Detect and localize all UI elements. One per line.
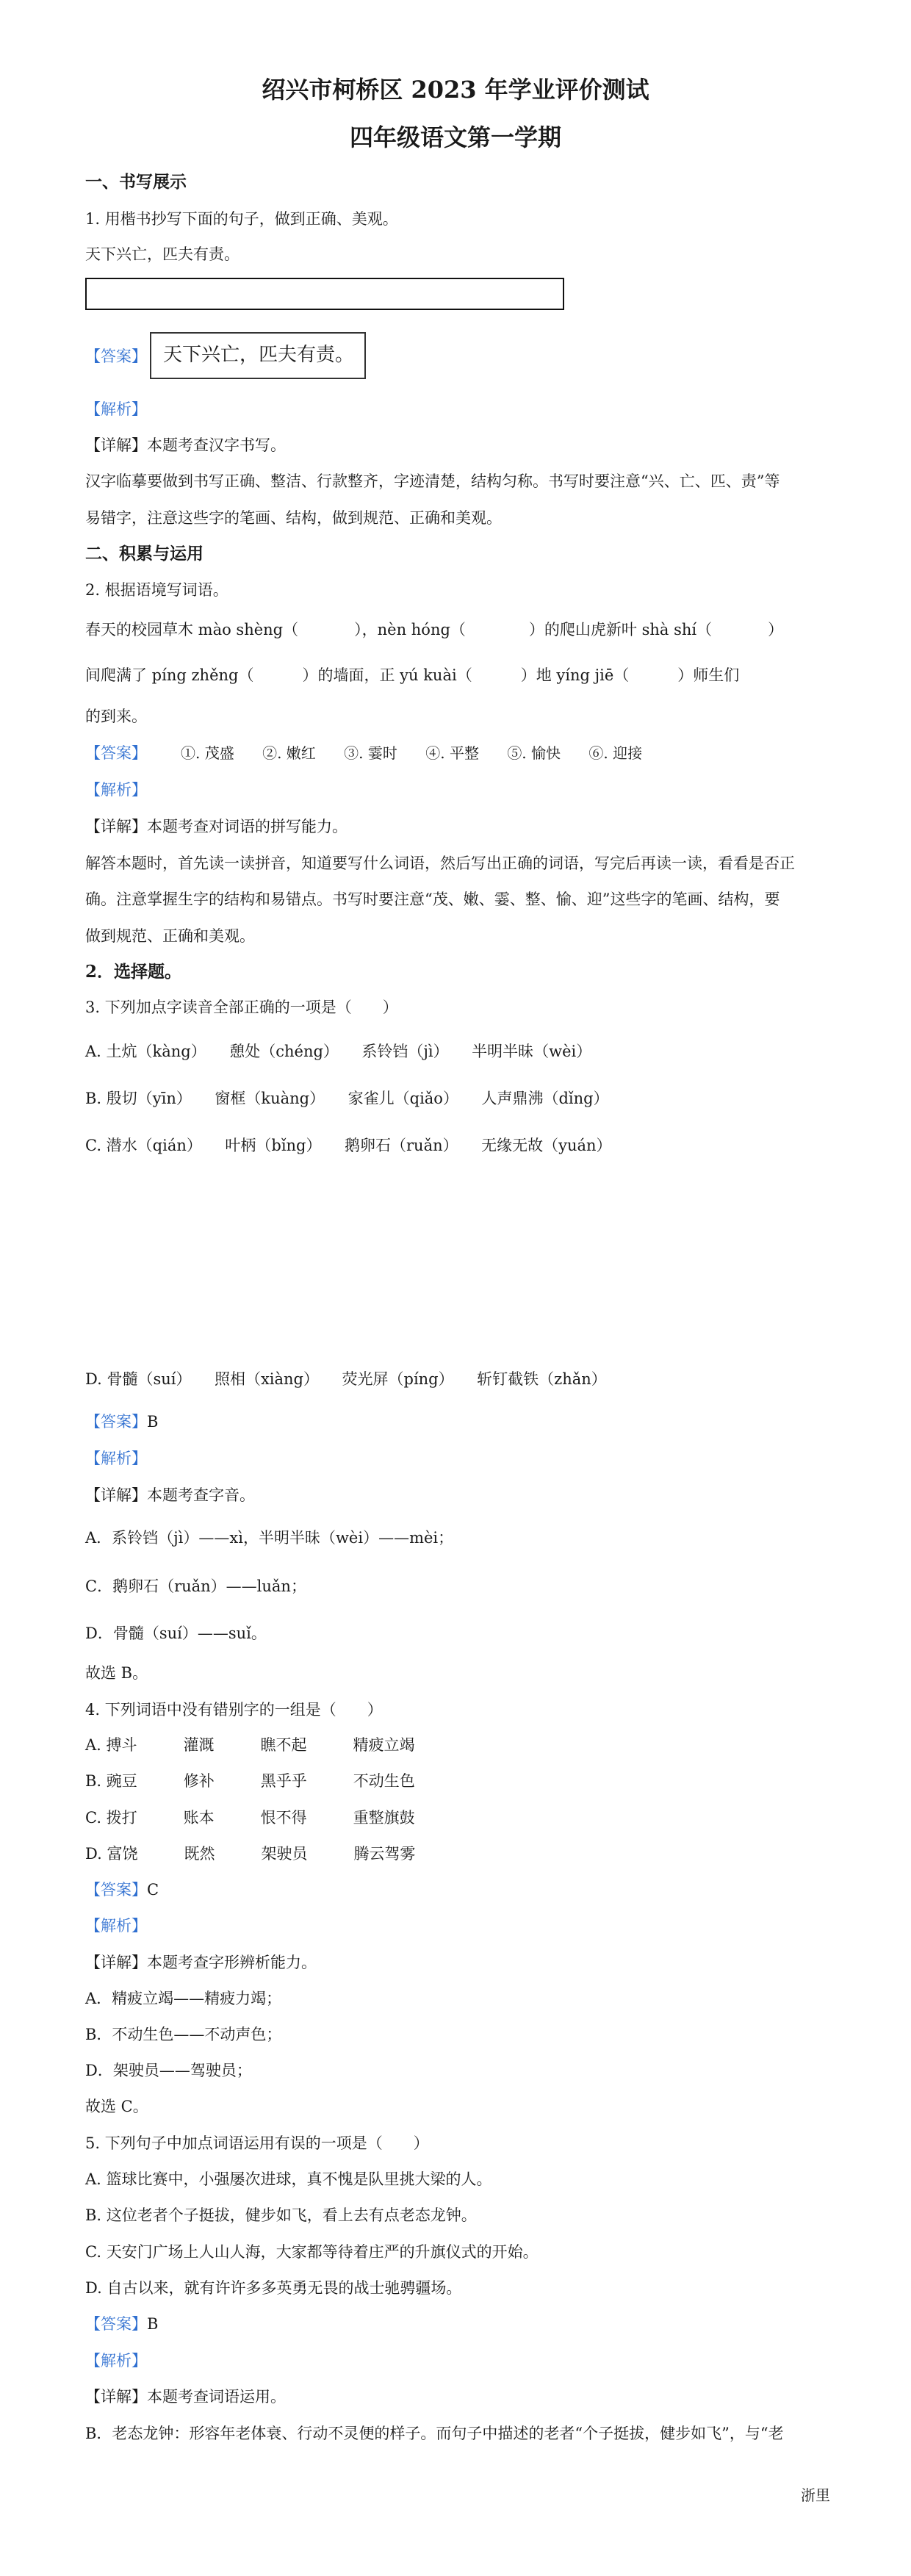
q2-l2-part-d: ）师生们 <box>677 666 740 684</box>
q5-detail-2: B．老态龙钟：形容年老体衰、行动不灵便的样子。而句子中描述的老者“个子挺拔，健步如飞”，与“老 <box>85 2425 784 2442</box>
q5-stem: 5. 下列句子中加点词语运用有误的一项是（ ） <box>85 2134 429 2152</box>
q3-detail-2: A．系铃铛（jì）——xì，半明半昧（wèi）——mèi； <box>85 1529 454 1547</box>
page-footer: 浙里 <box>801 2486 830 2504</box>
q1-sentence: 天下兴亡，匹夫有责。 <box>85 245 240 263</box>
q2-answer-item: ⑤. 愉快 <box>507 744 561 762</box>
q1-detail-2: 汉字临摹要做到书写正确、整洁、行款整齐，字迹清楚，结构匀称。书写时要注意“兴、亡、匹、责”等 <box>85 472 780 490</box>
q2-line-3: 的到来。 <box>85 708 147 725</box>
q2-line-2 <box>85 664 739 686</box>
q2-analysis-label: 【解析】 <box>85 781 147 799</box>
q3-option-b: B. 殷切（yīn） 窗框（kuàng） 家雀儿（qiǎo） 人声鼎沸（dǐng） <box>85 1090 609 1107</box>
q2-answer-label: 【答案】 <box>85 744 147 762</box>
q3-detail-5: 故选 B。 <box>85 1664 148 1682</box>
q3-analysis-label: 【解析】 <box>85 1450 147 1467</box>
q2-detail-4: 做到规范、正确和美观。 <box>85 927 255 945</box>
q3-option-d: D. 骨髓（suí） 照相（xiàng） 荧光屏（píng） 斩钉截铁（zhǎn） <box>85 1370 607 1388</box>
q4-detail-2: A．精疲立竭——精疲力竭； <box>85 1990 282 2007</box>
q3-answer-value: B <box>147 1413 159 1431</box>
exam-subtitle: 四年级语文第一学期 <box>349 123 561 151</box>
q2-answer-item: ①. 茂盛 <box>181 744 234 762</box>
q1-answer-text: 天下兴亡，匹夫有责。 <box>163 344 355 366</box>
q1-analysis-label: 【解析】 <box>85 400 147 418</box>
section-heading-accumulation: 二、积累与运用 <box>85 544 204 564</box>
q2-line-1 <box>85 619 783 641</box>
q1-detail-1: 【详解】本题考查汉字书写。 <box>85 436 286 454</box>
q4-analysis-label: 【解析】 <box>85 1917 147 1935</box>
q4-detail-4: D．架驶员——驾驶员； <box>85 2062 252 2079</box>
q3-option-c: C. 潜水（qián） 叶柄（bǐng） 鹅卵石（ruǎn） 无缘无故（yuán） <box>85 1137 612 1154</box>
q5-detail-1: 【详解】本题考查词语运用。 <box>85 2388 286 2406</box>
q2-answer-item: ⑥. 迎接 <box>588 744 643 762</box>
q5-answer-value: B <box>147 2315 159 2333</box>
q4-detail-1: 【详解】本题考查字形辨析能力。 <box>85 1954 317 1971</box>
q2-detail-3: 确。注意掌握生字的结构和易错点。书写时要注意“茂、嫩、霎、整、愉、迎”这些字的笔画、结构，要 <box>85 891 780 908</box>
q2-answer-item: ②. 嫩红 <box>262 744 316 762</box>
q2-l1-part-c: ）的爬山虎新叶 shà shí（ <box>528 621 713 638</box>
q3-detail-4: D．骨髓（suí）——suǐ。 <box>85 1625 267 1642</box>
q5-answer <box>85 2313 158 2335</box>
q3-answer-label: 【答案】 <box>85 1413 147 1431</box>
q4-detail-3: B．不动生色——不动声色； <box>85 2026 282 2043</box>
q4-detail-5: 故选 C。 <box>85 2098 148 2115</box>
q4-stem: 4. 下列词语中没有错别字的一组是（ ） <box>85 1701 383 1719</box>
q5-analysis-label: 【解析】 <box>85 2352 147 2370</box>
q2-detail-2: 解答本题时，首先读一读拼音，知道要写什么词语，然后写出正确的词语，写完后再读一读，看看是否正 <box>85 855 795 872</box>
q2-l1-part-b: ），nèn hóng（ <box>354 621 466 638</box>
q2-l2-part-c: ）地 yíng jiē（ <box>520 666 630 684</box>
q1-writing-box <box>85 278 564 310</box>
q5-option-b: B. 这位老者个子挺拔，健步如飞，看上去有点老态龙钟。 <box>85 2206 477 2224</box>
q2-l2-part-a: 间爬满了 píng zhěng（ <box>85 666 254 684</box>
q2-l2-part-b: ）的墙面，正 yú kuài（ <box>302 666 472 684</box>
q3-answer <box>85 1411 158 1433</box>
exam-title: 绍兴市柯桥区 2023 年学业评价测试 <box>262 76 649 104</box>
q4-option-c: C. 拨打 账本 恨不得 重整旗鼓 <box>85 1809 415 1827</box>
q1-detail-3: 易错字，注意这些字的笔画、结构，做到规范、正确和美观。 <box>85 509 502 527</box>
q3-detail-1: 【详解】本题考查字音。 <box>85 1486 255 1504</box>
q3-option-a: A. 土炕（kàng） 憩处（chéng） 系铃铛（jì） 半明半昧（wèi） <box>85 1043 592 1060</box>
section-heading-choice: 2．选择题。 <box>85 962 182 982</box>
q1-answer-label: 【答案】 <box>85 348 147 365</box>
q2-stem: 2. 根据语境写词语。 <box>85 581 228 599</box>
q5-option-c: C. 天安门广场上人山人海，大家都等待着庄严的升旗仪式的开始。 <box>85 2243 539 2261</box>
q5-option-d: D. 自古以来，就有许许多多英勇无畏的战士驰骋疆场。 <box>85 2279 462 2297</box>
q2-answer-item: ④. 平整 <box>425 744 479 762</box>
q2-l1-part-d: ） <box>768 621 784 638</box>
q3-stem: 3. 下列加点字读音全部正确的一项是（ ） <box>85 999 398 1016</box>
q3-detail-3: C．鹅卵石（ruǎn）——luǎn； <box>85 1577 306 1595</box>
q4-answer-value: C <box>147 1881 159 1899</box>
q4-answer <box>85 1879 159 1901</box>
q2-answer-item: ③. 霎时 <box>344 744 397 762</box>
q2-detail-1: 【详解】本题考查对词语的拼写能力。 <box>85 818 348 835</box>
q5-answer-label: 【答案】 <box>85 2315 147 2333</box>
q4-option-d: D. 富饶 既然 架驶员 腾云驾雾 <box>85 1845 416 1863</box>
q2-l1-part-a: 春天的校园草木 mào shèng（ <box>85 621 299 638</box>
q4-answer-label: 【答案】 <box>85 1881 147 1899</box>
section-heading-writing: 一、书写展示 <box>85 172 187 192</box>
q1-stem: 1. 用楷书抄写下面的句子，做到正确、美观。 <box>85 210 398 228</box>
q4-option-a: A. 搏斗 灌溉 瞧不起 精疲立竭 <box>85 1736 415 1754</box>
q4-option-b: B. 豌豆 修补 黑乎乎 不动生色 <box>85 1772 415 1790</box>
q2-answer-list <box>181 742 666 764</box>
q5-option-a: A. 篮球比赛中，小强屡次进球，真不愧是队里挑大梁的人。 <box>85 2170 492 2188</box>
